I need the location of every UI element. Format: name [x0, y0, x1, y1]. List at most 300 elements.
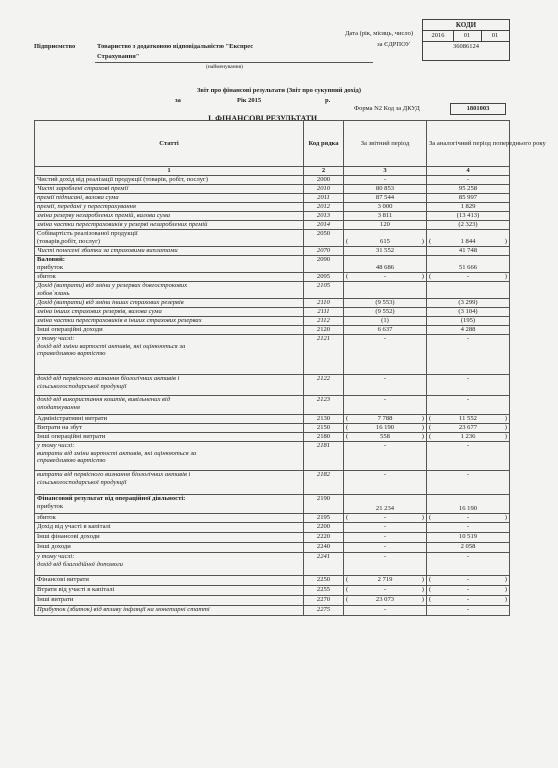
row-code: 2190	[304, 495, 344, 514]
value-text: ( - )	[346, 514, 424, 522]
value-previous	[427, 543, 510, 553]
table-row	[35, 247, 510, 256]
table-row	[35, 308, 510, 317]
table-row	[35, 471, 510, 495]
value-current	[344, 203, 427, 212]
value-current	[344, 317, 427, 326]
form-label: Форма N2 Код за ДКУД	[354, 105, 420, 112]
value-text: (1)	[381, 317, 389, 324]
row-label-line: дохід від використання коштів, вивільнених від	[37, 396, 171, 403]
row-label-line: премії підписані, валова сума	[37, 194, 119, 201]
row-label	[35, 299, 304, 308]
table-row	[35, 442, 510, 471]
table-row	[35, 606, 510, 616]
row-label-line: у тому числі:	[37, 335, 75, 342]
row-label-line: Дохід (витрати) від зміни у резервах довгострокових	[37, 282, 188, 289]
col-number: 2	[304, 167, 344, 176]
row-label-line: Фінансовий результат від операційної діяльності:	[37, 495, 186, 502]
company-name-line2: Страхування"	[97, 53, 140, 60]
row-label-subline: прибуток	[37, 502, 64, 510]
row-label	[35, 256, 304, 273]
value-current	[344, 176, 427, 185]
row-code: 2011	[304, 194, 344, 203]
row-code: 2010	[304, 185, 344, 194]
value-text: -	[466, 396, 470, 403]
value-current	[344, 514, 427, 523]
row-label-subline: справедливою вартістю	[37, 457, 106, 465]
value-current	[344, 586, 427, 596]
row-label-line: Дохід (витрати) від зміни інших страхових резервів	[37, 299, 184, 306]
value-previous	[427, 335, 510, 375]
col-header-current: За звітний період	[344, 121, 427, 167]
col-header-articles: Статті	[35, 121, 304, 167]
value-current	[344, 221, 427, 230]
value-previous	[427, 185, 510, 194]
date-year: 2016	[431, 32, 445, 39]
row-code: 2013	[304, 212, 344, 221]
value-current	[344, 495, 427, 514]
value-current	[344, 326, 427, 335]
row-label-line: Чистий дохід від реалізації продукції (товарів, робіт, послуг)	[37, 176, 208, 183]
value-previous	[427, 221, 510, 230]
value-text: -	[383, 471, 387, 478]
row-code: 2122	[304, 375, 344, 396]
value-previous	[427, 495, 510, 514]
value-text: 51 666	[458, 264, 478, 272]
row-label	[35, 203, 304, 212]
table-row	[35, 221, 510, 230]
value-text: -	[466, 553, 470, 560]
table-row	[35, 273, 510, 282]
value-text: (195)	[460, 317, 476, 324]
row-code: 2180	[304, 433, 344, 442]
col-header-previous: За аналогічний період попереднього року	[427, 121, 510, 167]
row-label-subline: зобов`язань	[37, 289, 70, 297]
row-code: 2095	[304, 273, 344, 282]
value-text: ( 558 )	[346, 433, 424, 441]
value-text: 16 190	[458, 505, 478, 513]
row-label-line: Інші операційні доходи	[37, 326, 103, 333]
row-label-line: Інші фінансові доходи	[37, 533, 100, 540]
row-label-line: Втрати від участі в капіталі	[37, 586, 115, 593]
table-row	[35, 326, 510, 335]
value-text: 85 997	[458, 194, 478, 201]
codes-title: КОДИ	[423, 20, 509, 31]
financial-results-table	[34, 120, 546, 616]
value-previous	[427, 415, 510, 424]
row-code: 2240	[304, 543, 344, 553]
value-previous	[427, 256, 510, 273]
row-code: 2070	[304, 247, 344, 256]
value-current	[344, 415, 427, 424]
report-period: Рік 2015	[237, 97, 262, 104]
row-label-line: зміна інших страхових резервів, валова сума	[37, 308, 162, 315]
value-text: 120	[380, 221, 390, 228]
value-current	[344, 375, 427, 396]
value-text: -	[383, 606, 387, 613]
value-previous	[427, 471, 510, 495]
value-previous	[427, 424, 510, 433]
value-text: -	[383, 442, 387, 449]
value-text: ( - )	[429, 514, 507, 522]
row-label	[35, 375, 304, 396]
row-label-line: Інші витрати	[37, 596, 74, 603]
row-label	[35, 282, 304, 299]
value-current	[344, 424, 427, 433]
row-label-subline: оподаткування	[37, 403, 80, 411]
row-label	[35, 326, 304, 335]
value-current	[344, 194, 427, 203]
row-code: 2250	[304, 576, 344, 586]
table-row	[35, 203, 510, 212]
table-row	[35, 176, 510, 185]
row-label-line: Собівартість реалізованої продукції	[37, 230, 138, 237]
value-text: ( 11 552 )	[429, 415, 507, 423]
value-text: ( - )	[429, 596, 507, 604]
table-row	[35, 185, 510, 194]
row-code: 2200	[304, 523, 344, 533]
row-code: 2241	[304, 553, 344, 576]
value-text: 31 552	[375, 247, 395, 254]
value-text: -	[466, 523, 470, 530]
value-text: -	[383, 533, 387, 540]
row-label-line: Чисті понесені збитки за страховими виплатами	[37, 247, 178, 254]
row-label	[35, 247, 304, 256]
table-row	[35, 586, 510, 596]
value-previous	[427, 596, 510, 606]
value-text: -	[466, 176, 470, 183]
value-current	[344, 606, 427, 616]
table-row	[35, 256, 510, 273]
row-label-line: Інші доходи	[37, 543, 71, 550]
row-code: 2130	[304, 415, 344, 424]
section-title: І. ФІНАНСОВІ РЕЗУЛЬТАТИ	[208, 114, 318, 123]
company-label: Підприємство	[34, 43, 76, 50]
row-label-line: збиток	[37, 273, 56, 280]
value-text: 1 829	[460, 203, 476, 210]
value-current	[344, 230, 427, 247]
report-title: Звіт про фінансові результати (Звіт про сукупний дохід)	[197, 87, 361, 94]
row-label-line: зміна частки перестраховиків в інших страхових резервах	[37, 317, 202, 324]
value-current	[344, 247, 427, 256]
value-current	[344, 523, 427, 533]
row-label-subline: сільськогосподарської продукції	[37, 478, 127, 486]
value-text: 48 686	[375, 264, 395, 272]
row-label	[35, 596, 304, 606]
row-label	[35, 176, 304, 185]
date-day: 01	[491, 32, 499, 39]
row-code: 2014	[304, 221, 344, 230]
table-row	[35, 495, 510, 514]
row-label-line: Прибуток (збиток) від впливу інфляції на монетарні статті	[37, 606, 210, 613]
value-text: ( - )	[346, 273, 424, 281]
row-label	[35, 606, 304, 616]
row-label-subline: сільськогосподарської продукції	[37, 382, 127, 390]
row-label	[35, 308, 304, 317]
table-row	[35, 553, 510, 576]
row-label	[35, 442, 304, 471]
row-label-subline: (товарів,робіт, послуг)	[37, 237, 100, 245]
row-label-line: Чисті зароблені страхові премії	[37, 185, 129, 192]
row-label	[35, 586, 304, 596]
period-suffix: р.	[325, 97, 331, 104]
row-label-subline: дохід від зміни вартості активів, які оцінюються за	[37, 342, 186, 350]
value-text: 80 853	[375, 185, 395, 192]
value-current	[344, 553, 427, 576]
company-name-line1: Товариство з додатковою відповідальністю "Експрес	[97, 43, 254, 50]
value-text: 3 000	[377, 203, 393, 210]
value-text: -	[466, 375, 470, 382]
value-text: -	[383, 176, 387, 183]
row-label	[35, 543, 304, 553]
edrpou-label: за ЄДРПОУ	[377, 41, 411, 48]
row-label-subline: дохід від благодійної допомоги	[37, 560, 123, 568]
row-code: 2220	[304, 533, 344, 543]
table-row	[35, 299, 510, 308]
row-code: 2195	[304, 514, 344, 523]
value-text: -	[466, 442, 470, 449]
value-text: ( 615 )	[346, 238, 424, 246]
value-current	[344, 396, 427, 415]
value-previous	[427, 553, 510, 576]
value-current	[344, 442, 427, 471]
row-label-line: зміна резерву незароблених премій, валова сума	[37, 212, 171, 219]
row-label-line: Інші операційні витрати	[37, 433, 106, 440]
table-row	[35, 523, 510, 533]
row-label-line: Адміністративні витрати	[37, 415, 108, 422]
row-label-line: премії, передані у перестрахування	[37, 203, 136, 210]
value-text: (2 323)	[458, 221, 478, 228]
value-text: -	[383, 396, 387, 403]
value-text: 21 234	[375, 505, 395, 513]
codes-box	[422, 19, 510, 61]
value-text: (13 413)	[456, 212, 480, 219]
value-text: 2 058	[460, 543, 476, 550]
period-prefix: за	[175, 97, 181, 104]
value-previous	[427, 273, 510, 282]
row-label-subline: справедливою вартістю	[37, 350, 106, 358]
value-previous	[427, 194, 510, 203]
value-previous	[427, 308, 510, 317]
value-previous	[427, 203, 510, 212]
value-previous	[427, 212, 510, 221]
value-text: ( - )	[429, 273, 507, 281]
row-label	[35, 185, 304, 194]
value-previous	[427, 326, 510, 335]
row-label	[35, 553, 304, 576]
table-row	[35, 282, 510, 299]
table-row	[35, 194, 510, 203]
value-previous	[427, 317, 510, 326]
value-previous	[427, 176, 510, 185]
table-row	[35, 230, 510, 247]
row-code: 2255	[304, 586, 344, 596]
form-code: 1801003	[450, 103, 506, 115]
value-text: -	[383, 375, 387, 382]
row-label	[35, 533, 304, 543]
table-row	[35, 335, 510, 375]
value-previous	[427, 247, 510, 256]
value-text: ( 1 844 )	[429, 238, 507, 246]
row-code: 2110	[304, 299, 344, 308]
table-row	[35, 514, 510, 523]
row-label-line: дохід від первісного визнання біологічних активів і	[37, 375, 180, 382]
value-text: -	[383, 523, 387, 530]
value-previous	[427, 442, 510, 471]
table-row	[35, 543, 510, 553]
value-current	[344, 299, 427, 308]
value-text: 6 637	[377, 326, 393, 333]
row-label-line: у тому числі:	[37, 553, 75, 560]
row-code: 2105	[304, 282, 344, 299]
name-caption: (найменування)	[206, 64, 243, 70]
value-previous	[427, 375, 510, 396]
row-code: 2120	[304, 326, 344, 335]
row-label-line: Дохід від участі в капіталі	[37, 523, 111, 530]
row-label	[35, 576, 304, 586]
table-row	[35, 212, 510, 221]
value-previous	[427, 586, 510, 596]
col-number: 3	[344, 167, 427, 176]
value-current	[344, 212, 427, 221]
row-code: 2050	[304, 230, 344, 247]
row-label-line: у тому числі:	[37, 442, 75, 449]
value-text: (3 299)	[458, 299, 478, 306]
col-number: 1	[35, 167, 304, 176]
value-previous	[427, 606, 510, 616]
value-current	[344, 282, 427, 299]
row-label-line: збиток	[37, 514, 56, 521]
value-text: ( 7 788 )	[346, 415, 424, 423]
edrpou-code: 36086124	[453, 43, 479, 50]
row-label	[35, 221, 304, 230]
row-code: 2000	[304, 176, 344, 185]
row-code: 2121	[304, 335, 344, 375]
value-current	[344, 308, 427, 317]
table-row	[35, 533, 510, 543]
row-label	[35, 523, 304, 533]
value-previous	[427, 533, 510, 543]
row-code: 2111	[304, 308, 344, 317]
value-previous	[427, 396, 510, 415]
row-label-subline: прибуток	[37, 263, 64, 271]
row-label	[35, 230, 304, 247]
col-number: 4	[427, 167, 510, 176]
value-current	[344, 596, 427, 606]
row-label-line: Витрати на збут	[37, 424, 82, 431]
value-text: (9 552)	[375, 308, 395, 315]
value-current	[344, 185, 427, 194]
row-label-line: Фінансові витрати	[37, 576, 89, 583]
value-current	[344, 576, 427, 586]
value-current	[344, 471, 427, 495]
company-underline	[95, 62, 373, 63]
row-label	[35, 273, 304, 282]
value-text: 4 288	[460, 326, 476, 333]
value-previous	[427, 230, 510, 247]
value-text: ( 23 073 )	[346, 596, 424, 604]
row-code: 2112	[304, 317, 344, 326]
row-code: 2182	[304, 471, 344, 495]
value-previous	[427, 282, 510, 299]
row-label-line: витрати від первісного визнання біологічних активів і	[37, 471, 191, 478]
value-text: ( 2 719 )	[346, 576, 424, 584]
row-label	[35, 471, 304, 495]
row-label	[35, 424, 304, 433]
value-text: -	[466, 471, 470, 478]
table-row	[35, 433, 510, 442]
value-text: -	[383, 553, 387, 560]
row-code: 2150	[304, 424, 344, 433]
value-text: (3 104)	[458, 308, 478, 315]
value-current	[344, 335, 427, 375]
row-label	[35, 415, 304, 424]
value-text: 10 519	[458, 533, 478, 540]
row-label-line: зміна частки перестраховиків у резерві незароблених премій	[37, 221, 208, 228]
col-header-code: Код рядка	[304, 121, 344, 167]
value-text: ( 23 677 )	[429, 424, 507, 432]
row-label-line: Валовий:	[37, 256, 65, 263]
value-text: ( 16 190 )	[346, 424, 424, 432]
value-previous	[427, 514, 510, 523]
value-current	[344, 433, 427, 442]
row-code: 2275	[304, 606, 344, 616]
row-label	[35, 514, 304, 523]
row-label	[35, 212, 304, 221]
value-text: -	[466, 606, 470, 613]
row-code: 2012	[304, 203, 344, 212]
value-text: 3 811	[377, 212, 393, 219]
row-label	[35, 433, 304, 442]
value-current	[344, 543, 427, 553]
value-text: 95 258	[458, 185, 478, 192]
row-label-subline: витрати від зміни вартості активів, які оцінюються за	[37, 449, 197, 457]
value-text: ( - )	[346, 586, 424, 594]
value-text: 41 748	[458, 247, 478, 254]
row-code: 2090	[304, 256, 344, 273]
value-text: -	[466, 335, 470, 342]
value-text: (9 553)	[375, 299, 395, 306]
table-row	[35, 375, 510, 396]
date-month: 01	[463, 32, 471, 39]
value-text: 87 544	[375, 194, 395, 201]
value-current	[344, 256, 427, 273]
row-label	[35, 396, 304, 415]
table-row	[35, 596, 510, 606]
value-text: ( 1 236 )	[429, 433, 507, 441]
table-row	[35, 576, 510, 586]
row-code: 2123	[304, 396, 344, 415]
row-code: 2270	[304, 596, 344, 606]
table-row	[35, 424, 510, 433]
value-text: ( - )	[429, 576, 507, 584]
row-label	[35, 194, 304, 203]
value-current	[344, 273, 427, 282]
table-row	[35, 317, 510, 326]
row-code: 2181	[304, 442, 344, 471]
table-row	[35, 396, 510, 415]
value-text: ( - )	[429, 586, 507, 594]
row-label	[35, 317, 304, 326]
value-previous	[427, 433, 510, 442]
value-current	[344, 533, 427, 543]
value-previous	[427, 576, 510, 586]
value-text: -	[383, 543, 387, 550]
row-label	[35, 335, 304, 375]
date-label: Дата (рік, місяць, число)	[345, 30, 413, 37]
value-previous	[427, 523, 510, 533]
value-text: -	[383, 335, 387, 342]
